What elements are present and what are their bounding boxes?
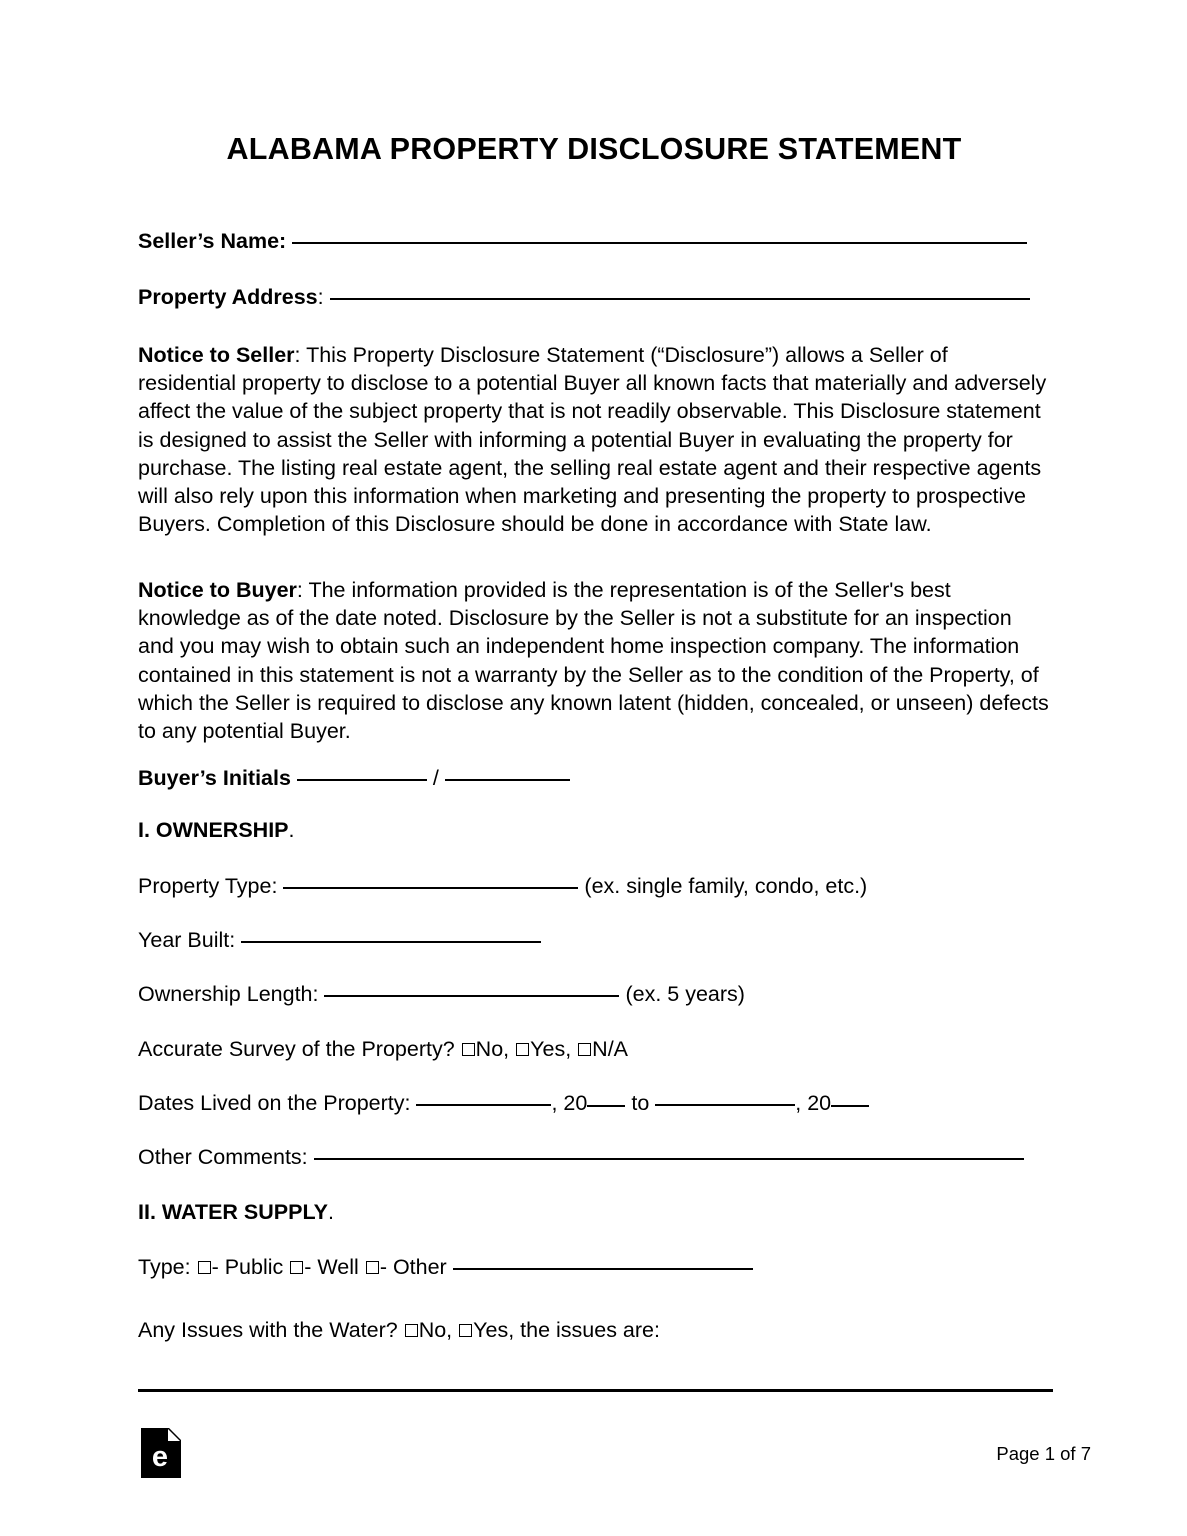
seller-name-field-row <box>138 228 1027 256</box>
property-type-row <box>138 874 867 899</box>
year-built-row <box>138 928 541 953</box>
property-type-label: Property Type: <box>138 874 278 898</box>
checkbox-water-public[interactable] <box>198 1261 211 1274</box>
dates-lived-comma-2: , 20 <box>795 1091 832 1115</box>
ownership-length-label: Ownership Length: <box>138 982 319 1006</box>
seller-name-label: Seller’s Name: <box>138 229 287 253</box>
page-title: ALABAMA PROPERTY DISCLOSURE STATEMENT <box>226 132 962 166</box>
buyer-initials-separator: / <box>432 766 439 790</box>
dates-lived-comma-1: , 20 <box>551 1091 588 1115</box>
notice-to-seller-text: : This Property Disclosure Statement (“Disclosure”) allows a Seller of residential property to disclose to a potential Buyer all known facts that materially and adversely affect the value of the subject property that is not readily observable. This Disclosure statement is designed to assist the Seller with informing a potential Buyer in evaluating the property for purchase. The listing real estate agent, the selling real estate agent and their respective agents will also rely upon this information when marketing and presenting the property to prospective Buyers. Completion of this Disclosure should be done in accordance with State law. <box>138 343 1047 537</box>
property-type-hint: (ex. single family, condo, etc.) <box>584 874 868 898</box>
page-number-label: Page 1 of 7 <box>996 1443 1091 1464</box>
survey-option-na-label: N/A <box>592 1037 629 1061</box>
other-comments-label: Other Comments: <box>138 1145 308 1169</box>
dates-lived-until-year-line[interactable] <box>831 1105 869 1107</box>
footer-divider <box>138 1389 1053 1392</box>
ownership-length-input-line[interactable] <box>324 995 619 997</box>
property-address-label: Property Address <box>138 285 318 309</box>
notice-to-buyer-text: : The information provided is the representation is of the Seller's best knowledge as of the date noted. Disclosure by the Seller is not a substitute for an inspection and you may wish to obtain such an independent home inspection company. The information contained in this statement is not a warranty by the Seller as to the condition of the Property, of which the Seller is required to disclose any known latent (hidden, concealed, or unseen) defects to any potential Buyer. <box>138 578 1049 744</box>
checkbox-water-issues-yes[interactable] <box>459 1324 472 1337</box>
water-type-well-label: - Well <box>304 1255 359 1279</box>
other-comments-row <box>138 1145 1024 1170</box>
checkbox-survey-na[interactable] <box>578 1043 591 1056</box>
notice-to-buyer-paragraph <box>138 576 1050 745</box>
dates-lived-until-line[interactable] <box>655 1104 795 1106</box>
seller-name-input-line[interactable] <box>292 242 1027 244</box>
dates-lived-from-line[interactable] <box>416 1104 551 1106</box>
water-issues-label: Any Issues with the Water? <box>138 1318 398 1342</box>
accurate-survey-row <box>138 1037 628 1062</box>
water-issues-row <box>138 1318 660 1343</box>
ownership-length-row <box>138 982 745 1007</box>
survey-option-no-label: No, <box>475 1037 510 1061</box>
survey-option-yes-label: Yes, <box>530 1037 572 1061</box>
water-type-public-label: - Public <box>211 1255 284 1279</box>
notice-to-seller-label: Notice to Seller <box>138 343 295 367</box>
section-ownership-period: . <box>288 818 295 842</box>
other-comments-input-line[interactable] <box>314 1158 1024 1160</box>
water-type-other-label: - Other <box>379 1255 447 1279</box>
checkbox-water-other[interactable] <box>366 1261 379 1274</box>
water-issues-no-label: No, <box>418 1318 453 1342</box>
property-address-field-row <box>138 284 1030 312</box>
year-built-input-line[interactable] <box>241 941 541 943</box>
water-type-row <box>138 1255 753 1280</box>
notice-to-seller-paragraph <box>138 341 1050 538</box>
section-heading-ownership <box>138 818 295 843</box>
dates-lived-row <box>138 1091 869 1116</box>
section-heading-water-supply <box>138 1200 334 1225</box>
water-issues-yes-label: Yes, the issues are: <box>473 1318 660 1342</box>
buyer-initials-label: Buyer’s Initials <box>138 766 291 790</box>
section-ownership-title: I. OWNERSHIP <box>138 818 289 842</box>
water-type-other-input-line[interactable] <box>453 1268 753 1270</box>
eforms-logo-icon <box>141 1428 181 1478</box>
checkbox-survey-yes[interactable] <box>516 1043 529 1056</box>
notice-to-buyer-label: Notice to Buyer <box>138 578 297 602</box>
ownership-length-hint: (ex. 5 years) <box>625 982 745 1006</box>
dates-lived-label: Dates Lived on the Property: <box>138 1091 411 1115</box>
property-address-colon: : <box>317 285 324 309</box>
checkbox-survey-no[interactable] <box>462 1043 475 1056</box>
accurate-survey-label: Accurate Survey of the Property? <box>138 1037 455 1061</box>
property-address-input-line[interactable] <box>330 298 1030 300</box>
buyer-initials-row <box>138 765 570 793</box>
checkbox-water-issues-no[interactable] <box>405 1324 418 1337</box>
section-water-supply-period: . <box>327 1200 334 1224</box>
dates-lived-from-year-line[interactable] <box>587 1105 625 1107</box>
checkbox-water-well[interactable] <box>290 1261 303 1274</box>
eforms-logo-letter: e <box>151 1441 169 1473</box>
property-type-input-line[interactable] <box>283 887 578 889</box>
section-water-supply-title: II. WATER SUPPLY <box>138 1200 328 1224</box>
buyer-initials-line-1[interactable] <box>297 779 427 781</box>
water-type-label: Type: <box>138 1255 191 1279</box>
dates-lived-to-label: to <box>631 1091 650 1115</box>
buyer-initials-line-2[interactable] <box>445 779 570 781</box>
year-built-label: Year Built: <box>138 928 236 952</box>
